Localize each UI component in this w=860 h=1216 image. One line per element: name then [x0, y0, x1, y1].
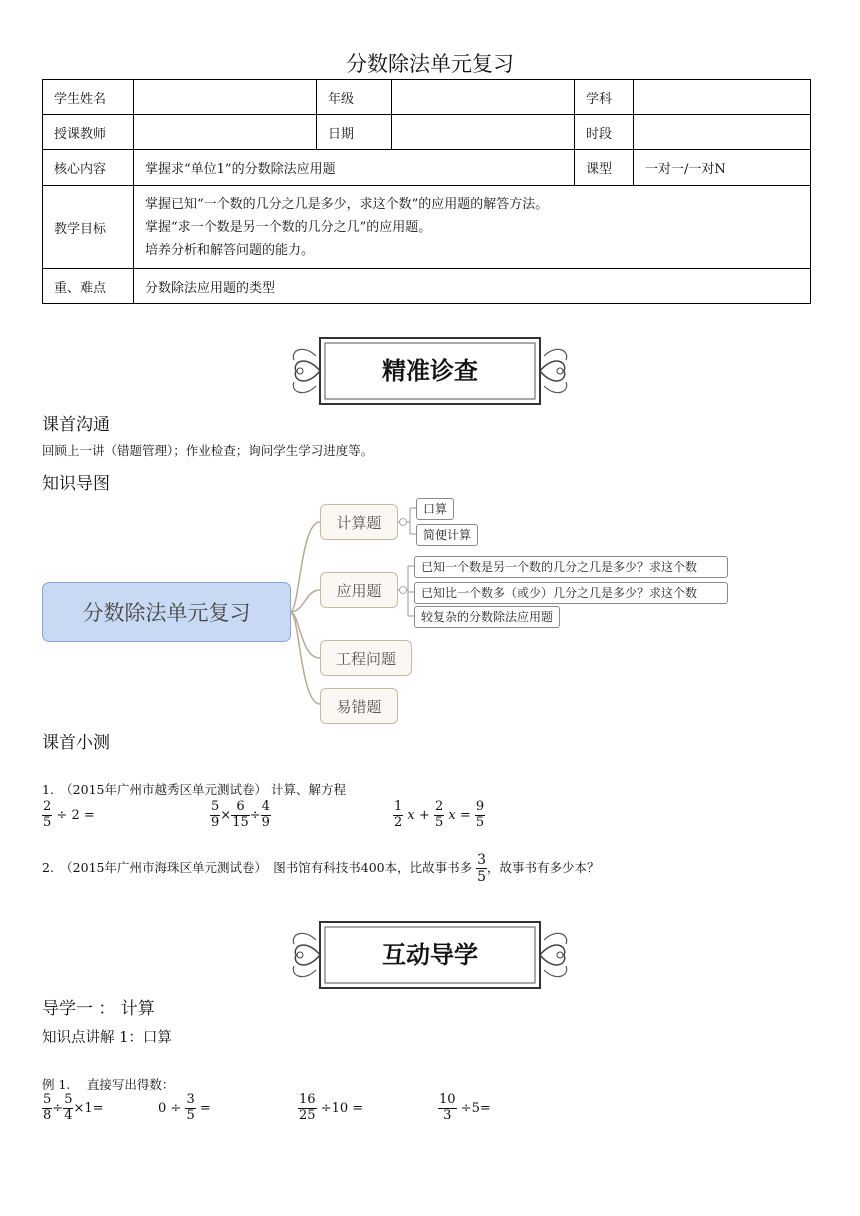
key-points-value: 分数除法应用题的类型 [134, 269, 811, 304]
grade-value [392, 80, 575, 115]
mindmap-leaf: 口算 [416, 498, 454, 520]
fraction: $\frac{16}{25}$ [299, 1092, 316, 1123]
section-banner-diagnosis [286, 334, 574, 408]
key-points-label: 重、难点 [43, 269, 134, 304]
goal-line: 掌握已知“一个数的几分之几是多少，求这个数”的应用题的解答方法。 [145, 196, 549, 212]
mindmap-leaf: 简便计算 [416, 524, 478, 546]
quiz-question-1: 1. （2015年广州市越秀区单元测试卷） 计算、解方程 [42, 782, 346, 797]
fraction: $\frac{4}{9}$ [261, 799, 270, 830]
quiz-expression-2: $\frac{5}{9}$ × $\frac{6}{15}$ ÷ $\frac{4}{9}$ [211, 799, 270, 830]
fraction: $\frac{1}{2}$ [394, 799, 403, 830]
period-value [634, 115, 811, 150]
mindmap-leaf: 已知比一个数多（或少）几分之几是多少？求这个数 [414, 582, 728, 604]
mindmap-root-node: 分数除法单元复习 [42, 582, 291, 642]
guide-heading: 导学一 ： 计算 [42, 999, 155, 1019]
knowledge-point: 知识点讲解 1：口算 [42, 1030, 172, 1046]
quiz-heading: 课首小测 [42, 733, 110, 753]
example-expression-3: $\frac{16}{25}$ ÷10 = [299, 1092, 364, 1123]
mindmap-leaf: 较复杂的分数除法应用题 [414, 606, 560, 628]
student-name-label: 学生姓名 [43, 80, 134, 115]
quiz-question-2: 2. （2015年广州市海珠区单元测试卷） 图书馆有科技书400本，比故事书多 $\frac{3}{5}$ ，故事书有多少本？ [42, 852, 600, 886]
subject-label: 学科 [575, 80, 634, 115]
period-label: 时段 [575, 115, 634, 150]
communication-heading: 课首沟通 [42, 415, 110, 435]
banner-title: 精准诊查 [382, 357, 478, 385]
grade-label: 年级 [317, 80, 392, 115]
goal-line: 掌握“求一个数是另一个数的几分之几”的应用题。 [145, 219, 432, 235]
fraction: $\frac{10}{3}$ [439, 1092, 456, 1123]
fraction: $\frac{2}{5}$ [434, 799, 444, 830]
subject-value [634, 80, 811, 115]
teacher-label: 授课教师 [43, 115, 134, 150]
lesson-info-table [42, 79, 811, 304]
mindmap-leaf: 已知一个数是另一个数的几分之几是多少？求这个数 [414, 556, 728, 578]
fraction: $\frac{3}{5}$ [477, 852, 487, 886]
goal-line: 培养分析和解答问题的能力。 [145, 242, 315, 258]
core-content-label: 核心内容 [43, 150, 134, 186]
document-title: 分数除法单元复习 [346, 52, 514, 76]
date-label: 日期 [317, 115, 392, 150]
fraction: $\frac{2}{5}$ [43, 799, 52, 830]
mindmap-branch-application: 应用题 [320, 572, 398, 608]
teacher-value [134, 115, 317, 150]
quiz-equation: $\frac{1}{2}$ x + $\frac{2}{5}$ x = $\frac{9}{5}$ [394, 799, 485, 830]
teaching-goal-label: 教学目标 [43, 186, 134, 269]
communication-text: 回顾上一讲（错题管理）；作业检查；询问学生学习进度等。 [42, 443, 374, 458]
student-name-value [134, 80, 317, 115]
lesson-type-value: 一对一/一对N [634, 150, 811, 186]
lesson-type-label: 课型 [575, 150, 634, 186]
fraction: $\frac{5}{4}$ [64, 1092, 73, 1123]
example-expression-1: $\frac{5}{8}$ ÷ $\frac{5}{4}$ ×1= [43, 1092, 104, 1123]
teaching-goal-value [134, 186, 811, 269]
fraction: $\frac{9}{5}$ [475, 799, 485, 830]
mindmap-branch-mistakes: 易错题 [320, 688, 398, 724]
mindmap-branch-calc: 计算题 [320, 504, 398, 540]
example-expression-2: 0 ÷ $\frac{3}{5}$ = [158, 1092, 211, 1123]
example-expression-4: $\frac{10}{3}$ ÷5= [439, 1092, 491, 1123]
mindmap-branch-engineering: 工程问题 [320, 640, 412, 676]
fraction: $\frac{3}{5}$ [186, 1092, 195, 1123]
core-content-value: 掌握求“单位1”的分数除法应用题 [134, 150, 575, 186]
example-label: 例 1. 直接写出得数： [42, 1077, 175, 1092]
knowledge-map-heading: 知识导图 [42, 474, 110, 494]
banner-title: 互动导学 [382, 941, 478, 969]
quiz-expression-1: $\frac{2}{5}$ ÷ 2 = [43, 799, 95, 830]
fraction: $\frac{6}{15}$ [232, 799, 249, 830]
date-value [392, 115, 575, 150]
fraction: $\frac{5}{9}$ [211, 799, 220, 830]
section-banner-interactive [286, 918, 574, 992]
fraction: $\frac{5}{8}$ [43, 1092, 52, 1123]
